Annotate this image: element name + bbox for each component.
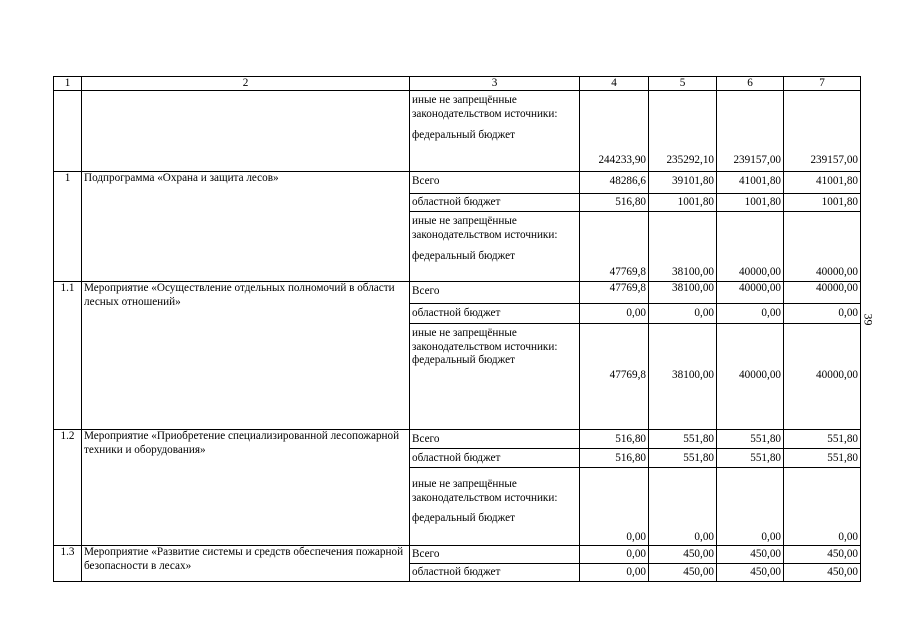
value-cell: 551,80 [784, 449, 861, 468]
row-index: 1.2 [54, 430, 82, 546]
source-label: областной бюджет [410, 304, 580, 324]
source-label: областной бюджет [410, 194, 580, 212]
source-label: федеральный бюджет [412, 354, 515, 366]
value-cell: 244233,90 [580, 91, 649, 172]
row-index [54, 91, 82, 172]
value-cell: 516,80 [580, 430, 649, 449]
value-cell: 551,80 [717, 430, 784, 449]
table-row [54, 91, 861, 172]
source-cell [410, 91, 580, 172]
source-label: Всего [410, 546, 580, 564]
value-cell: 38100,00 [649, 282, 717, 304]
value-cell: 47769,8 [580, 324, 649, 430]
source-label: федеральный бюджет [412, 129, 515, 141]
value-cell: 40000,00 [784, 282, 861, 304]
value-cell: 0,00 [784, 304, 861, 324]
value-cell: 38100,00 [649, 212, 717, 282]
value-cell: 516,80 [580, 194, 649, 212]
value-cell: 450,00 [717, 546, 784, 564]
value-cell: 0,00 [580, 304, 649, 324]
value-cell: 40000,00 [784, 324, 861, 430]
header-cell: 4 [580, 77, 649, 91]
value-cell: 48286,6 [580, 172, 649, 194]
header-cell: 3 [410, 77, 580, 91]
value-cell: 1001,80 [649, 194, 717, 212]
value-cell: 235292,10 [649, 91, 717, 172]
row-name: Подпрограмма «Охрана и защита лесов» [82, 172, 410, 282]
value-cell: 0,00 [717, 304, 784, 324]
value-cell: 516,80 [580, 449, 649, 468]
source-label: Всего [410, 430, 580, 449]
value-cell: 40000,00 [784, 212, 861, 282]
value-cell: 38100,00 [649, 324, 717, 430]
value-cell: 450,00 [649, 564, 717, 582]
table-row [54, 546, 861, 564]
value-cell: 450,00 [649, 546, 717, 564]
source-label: федеральный бюджет [412, 512, 515, 524]
row-name: Мероприятие «Осуществление отдельных полномочий в области лесных отношений» [82, 282, 410, 430]
value-cell: 450,00 [784, 546, 861, 564]
value-cell: 40000,00 [717, 282, 784, 304]
value-cell: 0,00 [649, 468, 717, 546]
value-cell: 47769,8 [580, 282, 649, 304]
source-label: Всего [410, 172, 580, 194]
value-cell: 40000,00 [717, 324, 784, 430]
row-name: Мероприятие «Развитие системы и средств обеспечения пожарной безопасности в лесах» [82, 546, 410, 582]
header-cell: 7 [784, 77, 861, 91]
budget-table [53, 76, 861, 582]
header-cell: 2 [82, 77, 410, 91]
table-row [54, 172, 861, 194]
table-row [54, 430, 861, 449]
value-cell: 0,00 [580, 546, 649, 564]
source-label: иные не запрещённые законодательством источники: [412, 327, 558, 353]
source-label: федеральный бюджет [412, 250, 515, 262]
row-index: 1 [54, 172, 82, 282]
value-cell: 0,00 [784, 468, 861, 546]
source-label: областной бюджет [410, 449, 580, 468]
table-row [54, 282, 861, 304]
row-index: 1.1 [54, 282, 82, 430]
value-cell: 47769,8 [580, 212, 649, 282]
row-index: 1.3 [54, 546, 82, 582]
value-cell: 0,00 [649, 304, 717, 324]
value-cell: 0,00 [580, 468, 649, 546]
value-cell: 0,00 [580, 564, 649, 582]
value-cell: 551,80 [649, 430, 717, 449]
header-cell: 5 [649, 77, 717, 91]
value-cell: 0,00 [717, 468, 784, 546]
page-number: 39 [861, 313, 876, 326]
source-label: иные не запрещённые законодательством источники: [412, 478, 558, 504]
source-cell [410, 212, 580, 282]
value-cell: 40000,00 [717, 212, 784, 282]
value-cell: 41001,80 [717, 172, 784, 194]
header-row [54, 77, 861, 91]
source-label: иные не запрещённые законодательством источники: [412, 94, 558, 120]
value-cell: 551,80 [649, 449, 717, 468]
value-cell: 239157,00 [784, 91, 861, 172]
value-cell: 551,80 [784, 430, 861, 449]
header-cell: 1 [54, 77, 82, 91]
source-label: областной бюджет [410, 564, 580, 582]
value-cell: 450,00 [784, 564, 861, 582]
source-cell [410, 468, 580, 546]
value-cell: 551,80 [717, 449, 784, 468]
header-cell: 6 [717, 77, 784, 91]
value-cell: 41001,80 [784, 172, 861, 194]
source-cell [410, 324, 580, 430]
value-cell: 239157,00 [717, 91, 784, 172]
value-cell: 1001,80 [784, 194, 861, 212]
row-name [82, 91, 410, 172]
source-label: Всего [410, 282, 580, 304]
value-cell: 450,00 [717, 564, 784, 582]
row-name: Мероприятие «Приобретение специализированной лесопожарной техники и оборудования» [82, 430, 410, 546]
value-cell: 1001,80 [717, 194, 784, 212]
source-label: иные не запрещённые законодательством источники: [412, 215, 558, 241]
value-cell: 39101,80 [649, 172, 717, 194]
